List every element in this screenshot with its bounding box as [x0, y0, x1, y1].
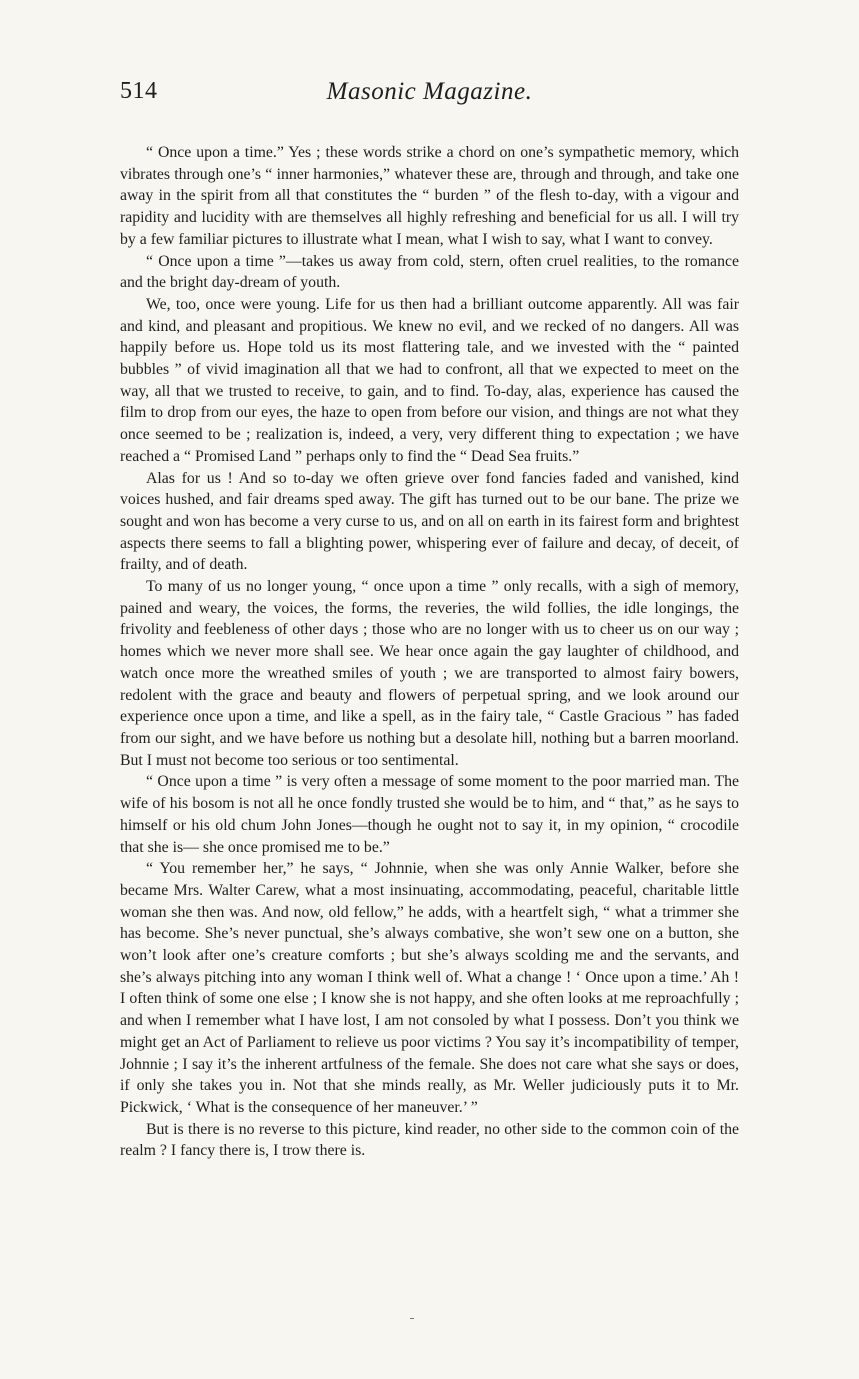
paragraph: “ Once upon a time ”—takes us away from cold, stern, often cruel realities, to the romance and the bright day-dream of youth. [120, 252, 739, 292]
page-header [120, 78, 739, 114]
paragraph: To many of us no longer young, “ once upon a time ” only recalls, with a sigh of memory, pained and weary, the voices, the forms, the reveries, the wild follies, the idle longings, the frivolity and feebleness of other days ; those who are no longer with us to cheer us on our way ; homes which we never more shall see. We hear once again the gay laughter of childhood, and watch once more the wreathed smiles of youth ; we are transported to almost fairy bowers, redolent with the grace and beauty and flowers of perpetual spring, and we look around our experience once upon a time, and like a spell, as in the fairy tale, “ Castle Gracious ” has faded from our sight, and we have before us nothing but a desolate hill, nothing but a barren moorland. But I must not become too serious or too sentimental. [120, 578, 739, 769]
footer-mark [410, 1318, 414, 1319]
paragraph: “ Once upon a time ” is very often a message of some moment to the poor married man. The wife of his bosom is not all he once fondly trusted she would be to him, and “ that,” as he says to himself or his old chum John Jones—though he ought not to say it, in my opinion, “ crocodile that she is— she once promised me to be.” [120, 773, 739, 856]
paragraph: But is there is no reverse to this picture, kind reader, no other side to the common coin of the realm ? I fancy there is, I trow there is. [120, 1120, 739, 1160]
running-title: Masonic Magazine. [326, 78, 533, 105]
paragraph: “ You remember her,” he says, “ Johnnie, when she was only Annie Walker, before she became Mrs. Walter Carew, what a most insinuating, accommodating, peaceful, charitable little woman she then was. And now, old fellow,” he adds, with a heartfelt sigh, “ what a trimmer she has become. She’s never punctual, she’s always combative, she won’t sew one on a button, she won’t look after one’s creature comforts ; but she’s always scolding me and the servants, and she’s always pitching into any woman I think well of. What a change ! ‘ Once upon a time.’ Ah ! I often think of some one else ; I know she is not happy, and she often looks at me reproachfully ; and when I remember what I have lost, I am not consoled by what I possess. Don’t you think we might get an Act of Parliament to relieve us poor victims ? You say it’s incompatibility of temper, Johnnie ; I say it’s the inherent artfulness of the female. She does not care what she says or does, if only she takes you in. Not that she minds really, as Mr. Weller judiciously puts it to Mr. Pickwick, ‘ What is the consequence of her maneuver.’ ” [120, 860, 739, 1116]
article-body [120, 142, 739, 1162]
page-number: 514 [120, 78, 158, 104]
paragraph: “ Once upon a time.” Yes ; these words strike a chord on one’s sympathetic memory, which vibrates through one’s “ inner harmonies,” whatever these are, through and through, and take one away in the spirit from all that constitutes the “ burden ” of the flesh to-day, with a vigour and rapidity and lucidity with are themselves all highly refreshing and beneficial for us all. I will try by a few familiar pictures to illustrate what I mean, what I wish to say, what I want to convey. [120, 144, 739, 248]
paragraph: Alas for us ! And so to-day we often grieve over fond fancies faded and vanished, kind voices hushed, and fair dreams sped away. The gift has turned out to be our bane. The prize we sought and won has become a very curse to us, and on all on earth in its fairest form and brightest aspects there seems to fall a blighting power, whispering ever of failure and decay, of deceit, of frailty, and of death. [120, 469, 739, 574]
paragraph: We, too, once were young. Life for us then had a brilliant outcome apparently. All was fair and kind, and pleasant and propitious. We knew no evil, and we recked of no dangers. All was happily before us. Hope told us its most flattering tale, and we invested with the “ painted bubbles ” of vivid imagination all that we had to confront, all that we expected to meet on the way, all that we trusted to receive, to gain, and to find. To-day, alas, experience has caused the film to drop from our eyes, the haze to open from before our vision, and things are not what they once seemed to be ; realization is, indeed, a very, very different thing to expectation ; we have reached a “ Promised Land ” perhaps only to find the “ Dead Sea fruits.” [120, 295, 739, 465]
